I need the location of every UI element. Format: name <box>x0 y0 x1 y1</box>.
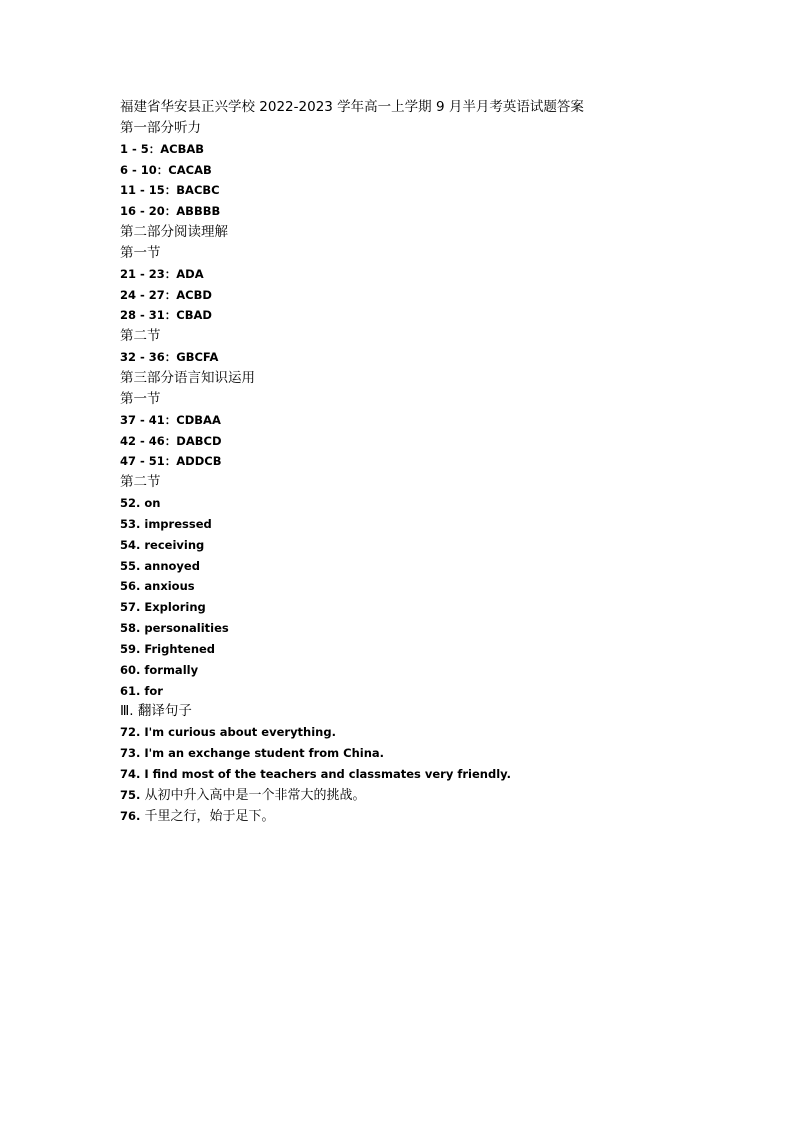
answer-line: 32 - 36：GBCFA <box>120 350 219 365</box>
part3-heading: 第三部分语言知识运用 <box>120 369 255 386</box>
translation-sentence: 72. I'm curious about everything. <box>120 725 336 740</box>
answer-line: 60. formally <box>120 662 199 677</box>
answer-line: 42 - 46：DABCD <box>120 433 222 448</box>
answer-line: 24 - 27：ACBD <box>120 287 212 302</box>
answer-line: 61. for <box>120 683 163 698</box>
answer-line: 6 - 10：CACAB <box>120 162 212 177</box>
answer-line: 11 - 15：BACBC <box>120 183 220 198</box>
answer-line: 16 - 20：ABBBB <box>120 204 221 219</box>
answer-line: 55. annoyed <box>120 558 200 573</box>
answer-line: 56. anxious <box>120 579 195 594</box>
part2-heading: 第二部分阅读理解 <box>120 224 228 241</box>
answer-line: 57. Exploring <box>120 600 206 615</box>
part2-section2-heading: 第二节 <box>120 328 161 345</box>
sentence-text: 从初中升入高中是一个非常大的挑战。 <box>144 787 366 803</box>
answer-line: 37 - 41：CDBAA <box>120 412 221 427</box>
part2-section1-heading: 第一节 <box>120 244 161 261</box>
sentence-number: 76. <box>120 808 141 823</box>
translation-sentence: 74. I find most of the teachers and classmates very friendly. <box>120 767 511 781</box>
document-title: 福建省华安县正兴学校 2022-2023 学年高一上学期 9 月半月考英语试题答案 <box>120 99 584 115</box>
answer-document <box>120 97 760 827</box>
translation-sentence-zh <box>120 806 760 827</box>
answer-line: 53. impressed <box>120 516 212 531</box>
part1-heading: 第一部分听力 <box>120 119 201 136</box>
part3-section2-heading: 第二节 <box>120 474 161 491</box>
answer-line: 1 - 5：ACBAB <box>120 141 205 156</box>
translation-heading: Ⅲ. 翻译句子 <box>120 703 192 720</box>
answer-line: 54. receiving <box>120 537 205 552</box>
answer-line: 28 - 31：CBAD <box>120 308 212 323</box>
answer-line: 52. on <box>120 496 161 511</box>
answer-line: 21 - 23：ADA <box>120 266 204 281</box>
sentence-number: 75. <box>120 787 141 802</box>
translation-sentence-zh <box>120 785 760 806</box>
part3-section1-heading: 第一节 <box>120 390 161 407</box>
sentence-text: 千里之行，始于足下。 <box>144 808 275 824</box>
answer-line: 59. Frightened <box>120 641 216 656</box>
answer-line: 47 - 51：ADDCB <box>120 454 222 469</box>
translation-sentence: 73. I'm an exchange student from China. <box>120 746 385 761</box>
answer-line: 58. personalities <box>120 621 229 636</box>
